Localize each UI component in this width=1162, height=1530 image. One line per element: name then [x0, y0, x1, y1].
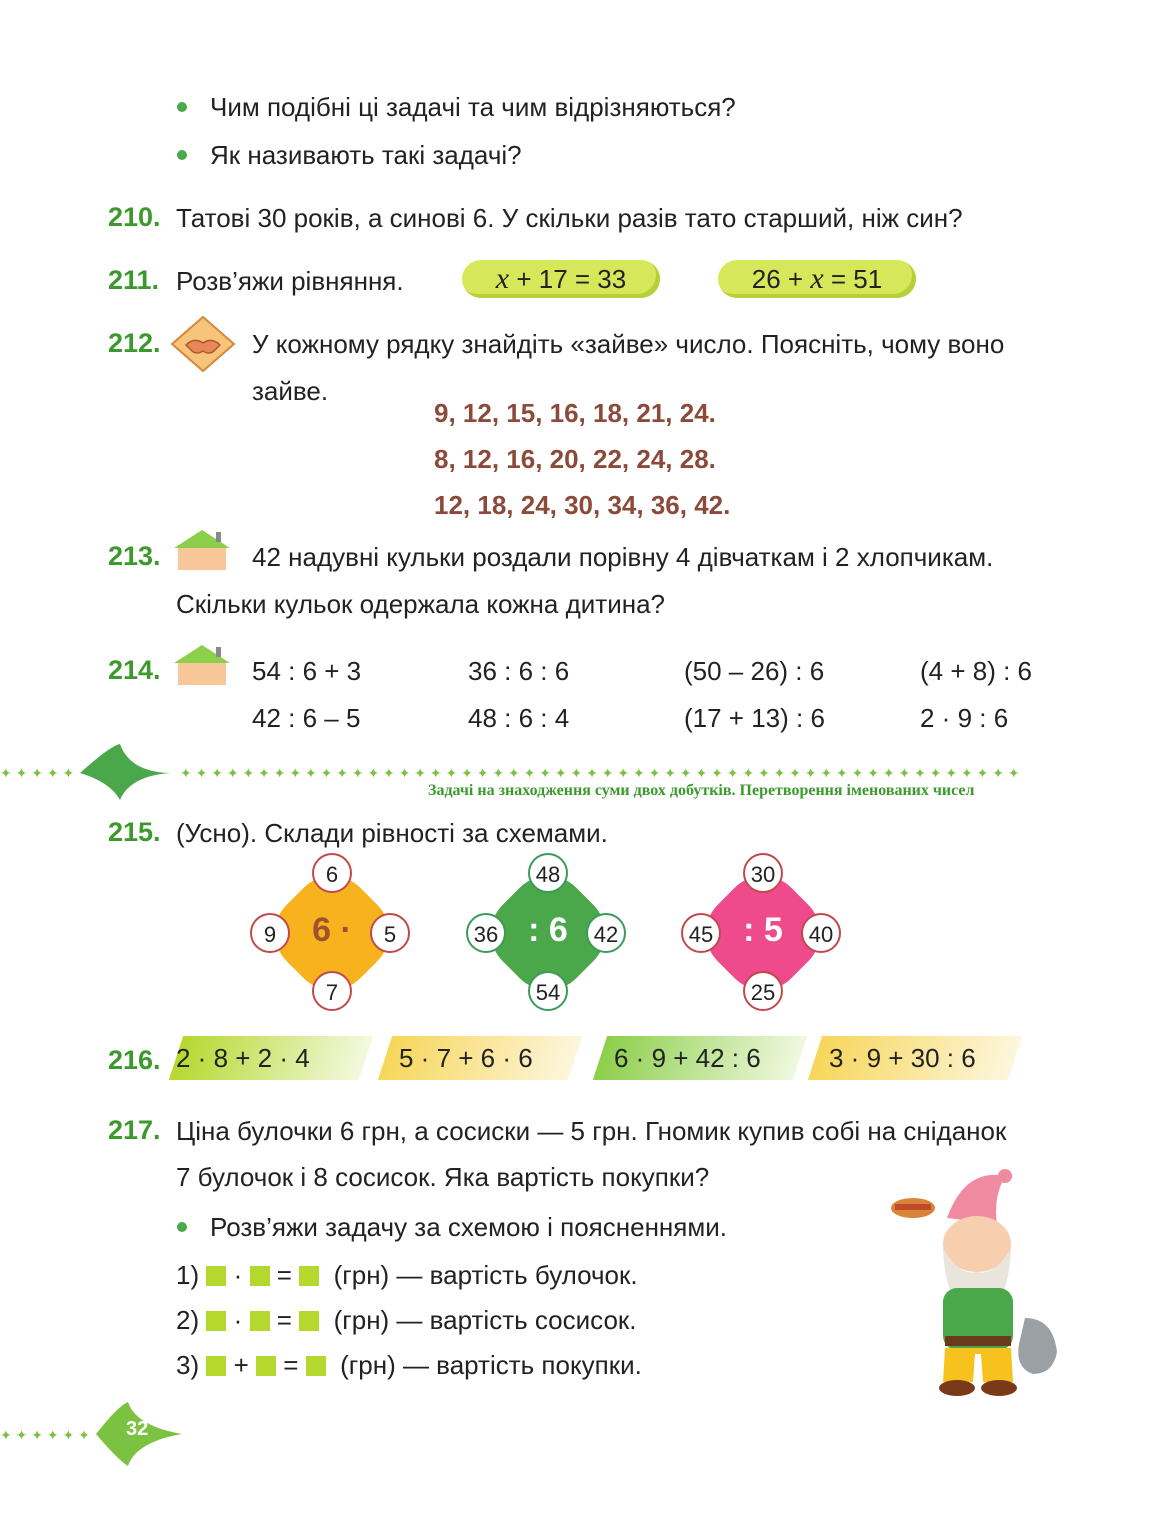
expr-2-2: 48 : 6 : 4 — [468, 703, 570, 733]
expression-3: 6 · 9 + 42 : 6 — [614, 1043, 761, 1073]
step-1-number: 1) — [176, 1260, 200, 1290]
step-2: 2) · = (грн) — вартість сосисок. — [176, 1305, 637, 1335]
blank-square — [299, 1311, 319, 1331]
blank-square — [299, 1266, 319, 1286]
task-213-line1: 42 надувні кульки роздали порівну 4 дівчаткам і 2 хлопчикам. — [252, 542, 994, 572]
scheme-value-bottom: 25 — [743, 971, 783, 1011]
task-213-number: 213. — [108, 541, 161, 571]
expr-2-3: (17 + 13) : 6 — [684, 703, 825, 733]
step-2-number: 2) — [176, 1305, 200, 1335]
scheme-value-left: 45 — [681, 913, 721, 953]
equation-2 — [718, 260, 916, 298]
bullet-dot — [177, 150, 187, 160]
blank-square — [306, 1356, 326, 1376]
task-215-number: 215. — [108, 817, 161, 847]
page-number: 32 — [126, 1418, 149, 1440]
svg-text:✦ ✦ ✦ ✦ ✦ ✦ ✦ ✦ ✦ ✦ ✦ ✦ ✦ ✦ ✦: ✦ ✦ ✦ ✦ ✦ ✦ ✦ ✦ ✦ ✦ ✦ ✦ ✦ ✦ ✦ ✦ ✦ ✦ ✦ ✦ ✦ ✦ ✦ ✦ ✦ ✦ ✦ ✦ ✦ ✦ ✦ ✦ ✦ ✦ ✦ ✦ ✦ ✦ ✦ ✦ ✦ ✦ ✦ ✦ ✦ ✦ ✦ ✦ ✦ ✦ ✦ ✦ ✦ ✦ — [180, 765, 1020, 781]
blank-square — [206, 1266, 226, 1286]
scheme-value-bottom: 7 — [312, 971, 352, 1011]
scheme-value-right: 5 — [370, 913, 410, 953]
task-211-text: Розв’яжи рівняння. — [176, 266, 404, 296]
blank-square — [250, 1266, 270, 1286]
equation-1 — [462, 260, 660, 298]
task-212-line1: У кожному рядку знайдіть «зайве» число. Поясніть, чому воно — [252, 329, 1005, 359]
number-row-3: 12, 18, 24, 30, 34, 36, 42. — [434, 490, 731, 520]
expr-1-3: (50 – 26) : 6 — [684, 656, 825, 686]
expr-2-4: 2 · 9 : 6 — [920, 703, 1009, 733]
blank-square — [256, 1356, 276, 1376]
task-210-number: 210. — [108, 202, 161, 232]
step-1-operator: · — [233, 1260, 243, 1290]
step-1-text: (грн) — вартість булочок. — [333, 1260, 638, 1290]
expr-1-4: (4 + 8) : 6 — [920, 656, 1032, 686]
task-212-number: 212. — [108, 328, 161, 358]
scheme-operation: 6 · — [312, 911, 352, 949]
handshake-icon — [170, 315, 236, 373]
page-number-ornament — [0, 1400, 200, 1470]
intro-bullet-2: Як називають такі задачі? — [210, 140, 522, 170]
scheme-value-top: 6 — [312, 853, 352, 893]
equation-2-prefix: 26 + — [751, 264, 811, 294]
expression-card-3 — [600, 1036, 800, 1080]
step-2-operator: · — [233, 1305, 243, 1335]
number-row-1: 9, 12, 15, 16, 18, 21, 24. — [434, 398, 716, 428]
blank-square — [250, 1311, 270, 1331]
expr-2-1: 42 : 6 – 5 — [252, 703, 361, 733]
step-3-number: 3) — [176, 1350, 200, 1380]
task-213-line2: Скільки кульок одержала кожна дитина? — [176, 589, 665, 619]
scheme-operation: : 6 — [528, 911, 568, 949]
scheme-value-right: 40 — [801, 913, 841, 953]
expression-1: 2 · 8 + 2 · 4 — [176, 1043, 310, 1073]
task-217-bullet: Розв’яжи задачу за схемою і поясненнями. — [210, 1212, 727, 1242]
expression-card-4 — [815, 1036, 1015, 1080]
task-216-number: 216. — [108, 1045, 161, 1075]
task-214-number: 214. — [108, 655, 161, 685]
scheme-value-right: 42 — [586, 913, 626, 953]
scheme-value-top: 48 — [528, 853, 568, 893]
equation-2-variable: x — [810, 262, 824, 295]
task-217-line1: Ціна булочки 6 грн, а сосиски — 5 грн. Гномик купив собі на сніданок — [176, 1116, 1007, 1146]
expression-4: 3 · 9 + 30 : 6 — [829, 1043, 976, 1073]
scheme-value-left: 9 — [250, 913, 290, 953]
equation-2-rest: = 51 — [823, 264, 883, 294]
step-2-text: (грн) — вартість сосисок. — [333, 1305, 637, 1335]
house-icon — [172, 643, 232, 687]
section-title: Задачі на знаходження суми двох добутків. Перетворення іменованих чисел — [428, 782, 975, 799]
scheme-value-left: 36 — [466, 913, 506, 953]
task-215-text: (Усно). Склади рівності за схемами. — [176, 818, 608, 848]
step-3-text: (грн) — вартість покупки. — [340, 1350, 642, 1380]
blank-square — [206, 1311, 226, 1331]
expression-card-2 — [385, 1036, 575, 1080]
equation-1-variable: x — [495, 262, 510, 295]
bullet-dot — [177, 1222, 187, 1232]
equation-1-rest: + 17 = 33 — [509, 264, 627, 294]
intro-bullet-1: Чим подібні ці задачі та чим відрізняються? — [210, 92, 736, 122]
scheme-operation: : 5 — [743, 911, 783, 949]
svg-text:✦ ✦ ✦ ✦ ✦ ✦: ✦ ✦ ✦ ✦ ✦ ✦ — [0, 1427, 90, 1443]
step-3: 3) + = (грн) — вартість покупки. — [176, 1350, 642, 1380]
step-1: 1) · = (грн) — вартість булочок. — [176, 1260, 638, 1290]
task-211-number: 211. — [108, 265, 160, 295]
gnome-illustration — [885, 1168, 1070, 1400]
task-212-line2: зайве. — [252, 376, 329, 406]
task-217-number: 217. — [108, 1115, 161, 1145]
expr-1-1: 54 : 6 + 3 — [252, 656, 362, 686]
expr-1-2: 36 : 6 : 6 — [468, 656, 570, 686]
bullet-dot — [177, 102, 187, 112]
scheme-value-top: 30 — [743, 853, 783, 893]
number-row-2: 8, 12, 16, 20, 22, 24, 28. — [434, 444, 716, 474]
step-3-operator: + — [233, 1350, 249, 1380]
house-icon — [172, 528, 232, 572]
task-217-line2: 7 булочок і 8 сосисок. Яка вартість покупки? — [176, 1162, 710, 1192]
task-210-text: Татові 30 років, а синові 6. У скільки разів тато старший, ніж син? — [176, 203, 963, 233]
blank-square — [206, 1356, 226, 1376]
expression-2: 5 · 7 + 6 · 6 — [399, 1043, 533, 1073]
scheme-value-bottom: 54 — [528, 971, 568, 1011]
expression-card-1 — [176, 1036, 366, 1080]
svg-text:✦ ✦ ✦ ✦ ✦: ✦ ✦ ✦ ✦ ✦ — [0, 765, 75, 781]
